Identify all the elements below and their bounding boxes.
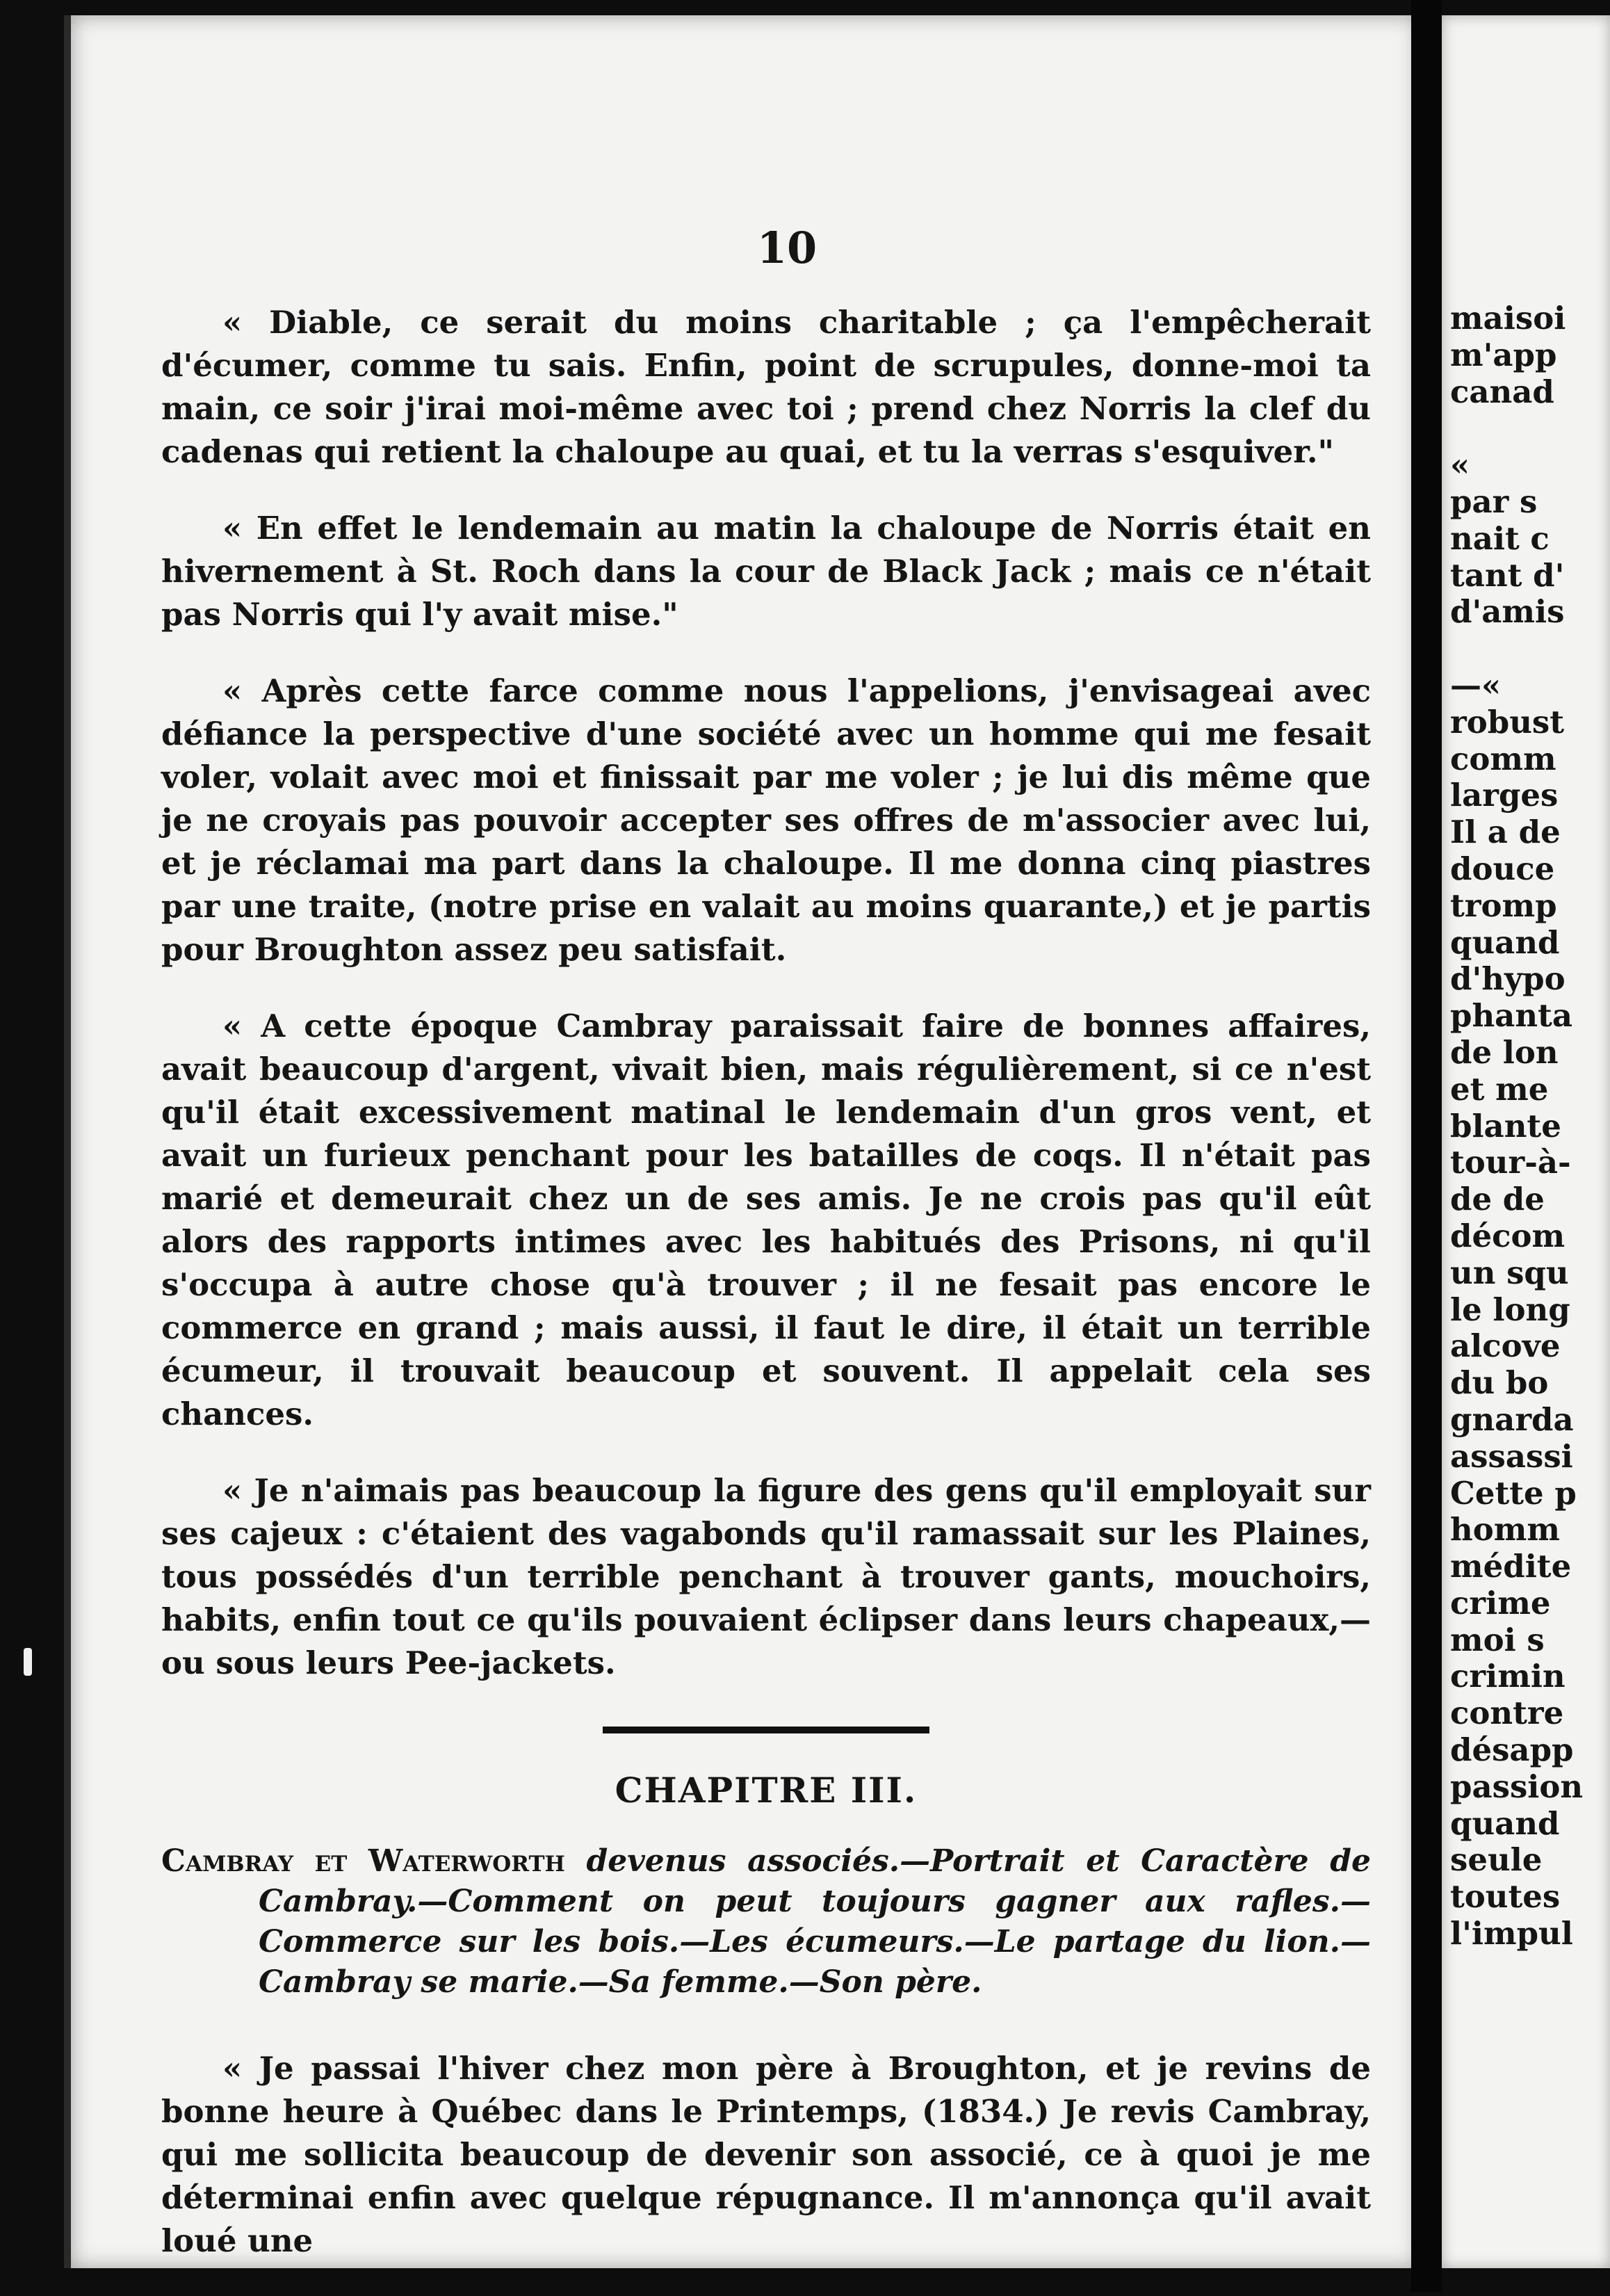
right-page-line: d'amis — [1450, 593, 1565, 631]
right-page-line — [1450, 410, 1610, 447]
right-page-line: tromp — [1450, 887, 1557, 924]
right-page-line: passion — [1450, 1768, 1584, 1805]
right-page-line: du bo — [1450, 1364, 1549, 1402]
right-page-line: d'hypo — [1450, 960, 1566, 998]
right-page-line: Cette p — [1450, 1474, 1577, 1512]
paragraph-4: « A cette époque Cambray paraissait faire de bonnes affaires, avait beaucoup d'argent, vivait bien, mais régulièrement, si ce n'est qu'il était excessivement matinal le lendemain d'un gros vent, et avait un furieux penchant pour les batailles de coqs. Il n'était pas marié et demeurait chez un de ses amis. Je ne crois pas qu'il eût alors des rapports intimes avec les habitués des Prisons, ni qu'il s'occupa à autre chose qu'à trouver ; il ne fesait pas encore le commerce en grand ; mais aussi, il faut le dire, il était un terrible écumeur, il trouvait beaucoup et souvent. Il appelait cela ses chances. — [161, 1008, 1371, 1432]
right-page-line: et me — [1450, 1070, 1549, 1108]
right-page-line: tour-à- — [1450, 1144, 1571, 1181]
right-page-text — [1450, 300, 1610, 1953]
right-page-line: larges — [1450, 777, 1559, 814]
right-page-line: robust — [1450, 703, 1565, 741]
page-gutter — [1411, 0, 1442, 2292]
right-page-line: moi s — [1450, 1621, 1545, 1658]
right-page-line: « — [1450, 446, 1470, 484]
right-page-line: alcove — [1450, 1327, 1561, 1365]
paragraph-1: « Diable, ce serait du moins charitable ; ça l'empêcherait d'écumer, comme tu sais. Enfin, point de scrupules, donne-moi ta main, ce soir j'irai moi-même avec toi ; prend chez Norris la clef du cadenas qui retient la chaloupe au quai, et tu la verras s'esquiver." — [161, 304, 1371, 470]
right-page-line: l'impul — [1450, 1915, 1573, 1953]
paragraph-2: « En effet le lendemain au matin la chaloupe de Norris était en hivernement à St. Roch dans la cour de Black Jack ; mais ce n'était pas Norris qui l'y avait mise." — [161, 510, 1371, 633]
right-page-line: un squ — [1450, 1254, 1569, 1291]
left-page-text — [161, 223, 1371, 2296]
chapter-summary-names: Cambray et Waterworth — [161, 1843, 565, 1879]
right-page-line: décom — [1450, 1217, 1566, 1254]
right-page-line: tant d' — [1450, 556, 1565, 594]
chapter-title: CHAPITRE III. — [615, 1770, 918, 1811]
right-page-line: maisoi — [1450, 300, 1566, 337]
right-page-line: nait c — [1450, 519, 1550, 557]
right-page-line: blante — [1450, 1107, 1561, 1145]
binding-mark — [24, 1648, 32, 1676]
paragraph-3: « Après cette farce comme nous l'appelions, j'envisageai avec défiance la perspective d'une société avec un homme qui me fesait voler, volait avec moi et finissait par me voler ; je lui dis même que je ne croyais pas pouvoir accepter ses offres de m'associer avec lui, et je réclamai ma part dans la chaloupe. Il me donna cinq piastres par une traite, (notre prise en valait au moins quarante,) et je partis pour Broughton assez peu satisfait. — [161, 672, 1371, 968]
paragraph-5: « Je n'aimais pas beaucoup la figure des gens qu'il employait sur ses cajeux : c'étaient des vagabonds qu'il ramassait sur les Plaines, tous possédés d'un terrible penchant à trouver gants, mouchoirs, habits, enfin tout ce qu'ils pouvaient éclipser dans leurs chapeaux,—ou sous leurs Pee-jackets. — [161, 1472, 1371, 1681]
right-page-line: de lon — [1450, 1033, 1559, 1071]
right-page-line: comm — [1450, 740, 1556, 777]
section-divider — [603, 1727, 929, 1733]
right-page-line: Il a de — [1450, 814, 1561, 851]
right-page-line: de de — [1450, 1181, 1545, 1218]
right-page-line: homm — [1450, 1511, 1560, 1549]
right-page — [1442, 15, 1610, 2268]
right-page-line: contre — [1450, 1695, 1564, 1732]
right-page-line: quand — [1450, 923, 1560, 961]
chapter-summary — [161, 1841, 1371, 2003]
chapter-summary-topics: devenus associés.—Portrait et Caractère de Cambray.—Comment on peut toujours gagner aux rafles.—Commerce sur les bois.—Les écumeurs.—Le partage du lion.—Cambray se marie.—Sa femme.—Son père. — [259, 1843, 1371, 2000]
right-page-line: quand — [1450, 1804, 1560, 1842]
right-page-line: —« — [1450, 666, 1502, 704]
right-page-line: seule — [1450, 1841, 1543, 1879]
right-page-line: crime — [1450, 1584, 1551, 1622]
right-page-line: médite — [1450, 1548, 1572, 1585]
right-page-line: désapp — [1450, 1731, 1574, 1769]
right-page-line: m'app — [1450, 336, 1557, 373]
page-number: 10 — [756, 223, 818, 273]
paragraph-6: « Je passai l'hiver chez mon père à Broughton, et je revins de bonne heure à Québec dans le Printemps, (1834.) Je revis Cambray, qui me sollicita beaucoup de devenir son associé, ce à quoi je me déterminai enfin avec quelque répugnance. Il m'annonça qu'il avait loué une — [161, 2050, 1371, 2259]
right-page-line: toutes — [1450, 1878, 1561, 1916]
right-page-line: le long — [1450, 1291, 1570, 1328]
right-page-line: phanta — [1450, 997, 1573, 1035]
right-page-line: assassi — [1450, 1437, 1573, 1475]
right-page-line: douce — [1450, 850, 1555, 887]
right-page-line: crimin — [1450, 1658, 1566, 1695]
right-page-line: par s — [1450, 483, 1538, 520]
right-page-line: canad — [1450, 373, 1554, 410]
right-page-line: gnarda — [1450, 1400, 1574, 1438]
right-page-line — [1450, 631, 1610, 668]
